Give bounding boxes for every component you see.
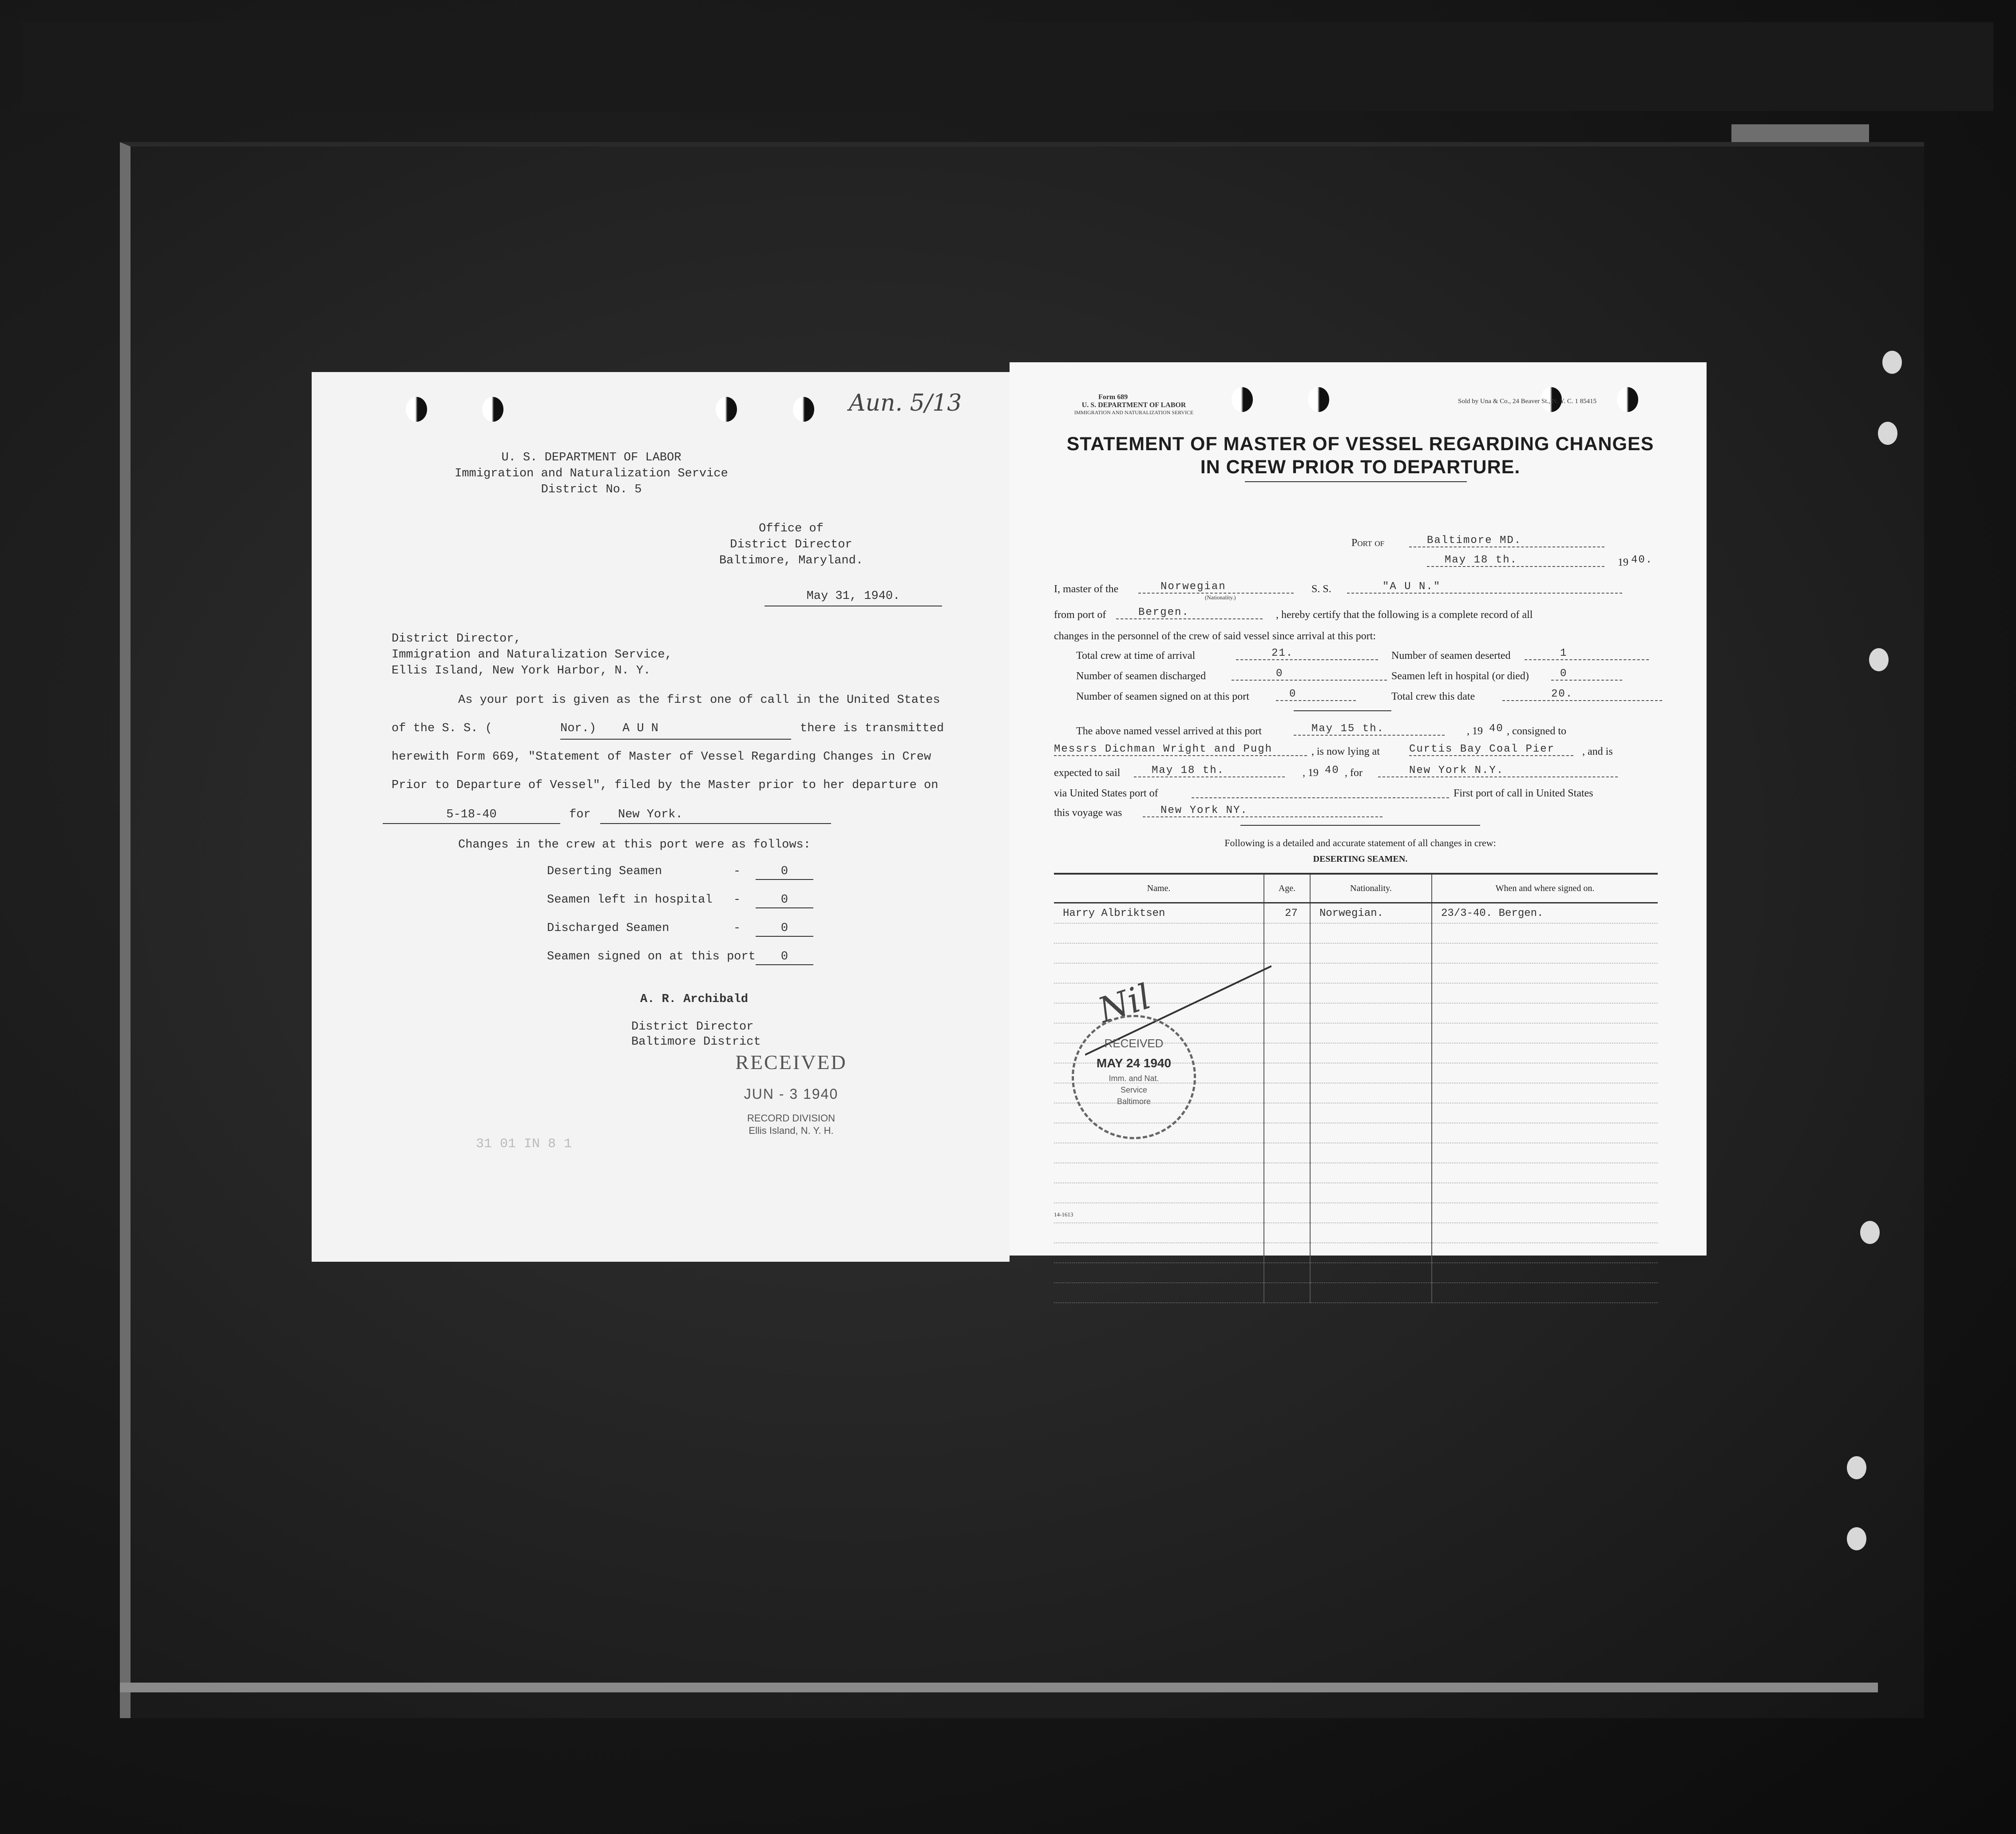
for-label: for <box>569 808 591 821</box>
year-prefix: 19 <box>1618 557 1628 568</box>
changes-label: Deserting Seamen <box>547 865 662 878</box>
expected-sail-date: May 18 th. <box>1134 764 1285 777</box>
next-port: New York N.Y. <box>1378 764 1618 777</box>
form-service: IMMIGRATION AND NATURALIZATION SERVICE <box>1074 409 1194 416</box>
arrived-year-prefix: , 19 <box>1467 725 1483 737</box>
table-cell <box>1432 923 1658 943</box>
agency-name: U. S. DEPARTMENT OF LABOR <box>501 451 681 464</box>
table-cell <box>1310 1123 1432 1143</box>
printer-line: Sold by Una & Co., 24 Beaver St., N. Y. C. 1 85415 <box>1458 398 1597 405</box>
letter-date: May 31, 1940. <box>764 590 942 606</box>
received-stamp-date: JUN - 3 1940 <box>744 1086 839 1102</box>
transmittal-letter <box>312 372 1010 1262</box>
folder-punch-hole <box>1847 1456 1866 1479</box>
changes-label: Seamen signed on at this port <box>547 950 756 963</box>
changes-row <box>547 893 867 922</box>
section-title: DESERTING SEAMEN. <box>1313 854 1408 864</box>
column-header: Age. <box>1264 874 1310 903</box>
seal-line: Service <box>1120 1085 1148 1094</box>
folder-punch-hole <box>1860 1221 1880 1244</box>
body-line: herewith Form 669, "Statement of Master of Vessel Regarding Changes in Crew <box>392 750 931 764</box>
table-cell <box>1432 1283 1658 1303</box>
folder-punch-hole <box>1878 422 1897 445</box>
column-header: Name. <box>1054 874 1264 903</box>
total-arrival-value: 21. <box>1236 647 1378 660</box>
table-cell <box>1264 1123 1310 1143</box>
total-date-label: Total crew this date <box>1391 691 1475 702</box>
table-cell <box>1054 1223 1264 1243</box>
statement-date: May 18 th. <box>1427 554 1604 567</box>
table-cell <box>1264 1203 1310 1223</box>
changes-row <box>547 865 867 893</box>
seal-date: MAY 24 1940 <box>1096 1056 1172 1070</box>
table-cell <box>1432 1103 1658 1123</box>
arrived-label: The above named vessel arrived at this port <box>1076 725 1262 737</box>
folder-punch-hole <box>1882 351 1902 374</box>
table-cell <box>1310 963 1432 983</box>
changes-dash: - <box>733 865 741 878</box>
changes-row <box>547 922 867 950</box>
table-cell <box>1432 1243 1658 1263</box>
nil-handwritten-mark: Nil <box>1093 976 1156 1031</box>
column-header: Nationality. <box>1310 874 1432 903</box>
changes-list <box>547 865 867 978</box>
arrived-year-value: 40 <box>1489 723 1504 735</box>
changes-text: changes in the personnel of the crew of said vessel since arrival at this port: <box>1054 630 1376 642</box>
table-cell <box>1432 963 1658 983</box>
table-cell <box>1310 1083 1432 1103</box>
agency-district: District No. 5 <box>541 483 642 496</box>
discharged-value: 0 <box>1232 668 1387 681</box>
table-cell <box>1310 983 1432 1003</box>
table-cell <box>1264 1163 1310 1183</box>
table-cell <box>1310 1063 1432 1083</box>
faint-stamp: 31 01 IN 8 1 <box>476 1137 572 1152</box>
table-cell <box>1264 1283 1310 1303</box>
nationality-caption: (Nationality.) <box>1205 594 1236 601</box>
office-line: Office of <box>759 522 824 535</box>
table-cell <box>1264 1143 1310 1163</box>
first-port-label: First port of call in United States <box>1454 788 1593 799</box>
handwritten-file-mark: Aun. 5/13 <box>849 390 962 416</box>
seal-line: Imm. and Nat. <box>1109 1074 1159 1083</box>
recipient-line: Immigration and Naturalization Service, <box>392 648 672 662</box>
received-stamp-place: Ellis Island, N. Y. H. <box>749 1125 834 1136</box>
table-cell <box>1264 943 1310 963</box>
table-row <box>1054 1243 1658 1263</box>
master-label: I, master of the <box>1054 583 1119 595</box>
vessel-name: "A U N." <box>1347 581 1622 594</box>
table-cell <box>1054 1183 1264 1203</box>
seal-received: RECEIVED <box>1104 1037 1164 1050</box>
changes-label: Discharged Seamen <box>547 922 669 935</box>
arrived-value: May 15 th. <box>1294 723 1445 736</box>
lying-label: , is now lying at <box>1311 746 1380 757</box>
body-line: Prior to Departure of Vessel", filed by the Master prior to her departure on <box>392 779 939 792</box>
folder-bottom-edge <box>120 1683 1878 1692</box>
via-blank <box>1192 797 1449 798</box>
form-title: STATEMENT OF MASTER OF VESSEL REGARDING CHANGES <box>1066 433 1654 455</box>
recipient-address: Ellis Island, New York Harbor, N. Y. <box>392 664 651 677</box>
signed-on-value: 0 <box>1276 688 1356 701</box>
from-port-label: from port of <box>1054 609 1106 621</box>
hospital-value: 0 <box>1551 668 1622 681</box>
voyage-rule <box>1240 825 1480 826</box>
table-cell <box>1310 1243 1432 1263</box>
table-cell <box>1264 923 1310 943</box>
body-ss-prefix: of the S. S. ( <box>392 722 492 735</box>
table-cell <box>1310 1283 1432 1303</box>
expected-label: expected to sail <box>1054 767 1121 779</box>
changes-intro: Changes in the crew at this port were as follows: <box>458 838 811 852</box>
table-cell <box>1432 943 1658 963</box>
certify-text: , hereby certify that the following is a complete record of all <box>1276 609 1533 621</box>
lying-location: Curtis Bay Coal Pier <box>1409 743 1573 756</box>
changes-row <box>547 950 867 978</box>
table-row <box>1054 1183 1658 1203</box>
changes-dash: - <box>733 893 741 907</box>
form-code: 14-1613 <box>1054 1211 1073 1218</box>
table-cell <box>1310 1183 1432 1203</box>
seal-line: Baltimore <box>1117 1097 1151 1106</box>
signer-district: Baltimore District <box>631 1035 761 1049</box>
table-cell <box>1432 1003 1658 1023</box>
hospital-label: Seamen left in hospital (or died) <box>1391 670 1529 682</box>
table-cell <box>1432 1163 1658 1183</box>
table-cell <box>1310 923 1432 943</box>
table-cell <box>1310 1263 1432 1283</box>
title-rule <box>1245 481 1467 482</box>
received-seal <box>1072 1015 1196 1139</box>
voyage-label: this voyage was <box>1054 807 1122 819</box>
vessel-nationality: Norwegian <box>1138 581 1294 594</box>
deserted-label: Number of seamen deserted <box>1391 650 1511 662</box>
table-cell <box>1054 1163 1264 1183</box>
table-cell <box>1264 1263 1310 1283</box>
table-cell <box>1264 1103 1310 1123</box>
table-cell <box>1432 1083 1658 1103</box>
from-port-value: Bergen. <box>1116 606 1263 619</box>
total-arrival-label: Total crew at time of arrival <box>1076 650 1196 662</box>
signer-title: District Director <box>631 1020 754 1034</box>
changes-value: 0 <box>756 950 813 965</box>
table-cell <box>1432 1263 1658 1283</box>
total-rule <box>1294 710 1391 711</box>
ss-label: S. S. <box>1311 583 1331 595</box>
scan-top-band <box>22 22 1993 111</box>
table-row <box>1054 1203 1658 1223</box>
table-cell <box>1310 1003 1432 1023</box>
sheet-punch-hole <box>406 397 427 422</box>
for-label: , for <box>1345 767 1362 779</box>
form-dept: U. S. DEPARTMENT OF LABOR <box>1081 401 1186 409</box>
vessel-name: A U N <box>622 722 659 735</box>
table-cell <box>1432 1223 1658 1243</box>
recipient-line: District Director, <box>392 632 521 646</box>
table-cell <box>1264 1223 1310 1243</box>
body-paragraph: As your port is given as the first one of call in the United States <box>458 693 940 707</box>
table-row <box>1054 1283 1658 1303</box>
consignee: Messrs Dichman Wright and Pugh <box>1054 743 1307 756</box>
table-cell <box>1054 943 1264 963</box>
changes-value: 0 <box>756 893 813 908</box>
table-cell <box>1432 1063 1658 1083</box>
table-row <box>1054 903 1658 923</box>
table-cell <box>1432 1203 1658 1223</box>
changes-label: Seamen left in hospital <box>547 893 713 907</box>
table-cell <box>1054 1283 1264 1303</box>
table-cell <box>1310 1223 1432 1243</box>
form-title-line2: IN CREW PRIOR TO DEPARTURE. <box>1200 456 1521 478</box>
table-cell <box>1310 943 1432 963</box>
body-ss-suffix: there is transmitted <box>800 722 944 735</box>
expected-year-value: 40 <box>1325 764 1339 776</box>
table-cell <box>1264 1183 1310 1203</box>
table-header-row <box>1054 874 1658 903</box>
via-label: via United States port of <box>1054 788 1158 799</box>
table-cell <box>1310 1143 1432 1163</box>
total-date-value: 20. <box>1502 688 1662 701</box>
expected-year-prefix: , 19 <box>1303 767 1319 779</box>
sheet-punch-hole <box>716 397 737 422</box>
consigned-label: , consigned to <box>1507 725 1566 737</box>
table-cell: 27 <box>1264 903 1310 923</box>
table-row <box>1054 1263 1658 1283</box>
destination: New York. <box>600 808 831 824</box>
table-cell <box>1432 1123 1658 1143</box>
table-row <box>1054 1143 1658 1163</box>
table-row <box>1054 943 1658 963</box>
table-cell <box>1264 1083 1310 1103</box>
table-cell <box>1432 1043 1658 1063</box>
following-text: Following is a detailed and accurate statement of all changes in crew: <box>1224 837 1496 848</box>
table-cell: Harry Albriktsen <box>1054 903 1264 923</box>
office-line: District Director <box>730 538 852 551</box>
sheet-punch-hole <box>482 397 503 422</box>
changes-value: 0 <box>756 922 813 937</box>
changes-value: 0 <box>756 865 813 880</box>
table-cell <box>1310 1163 1432 1183</box>
and-is-text: , and is <box>1582 746 1613 757</box>
agency-service: Immigration and Naturalization Service <box>455 467 728 480</box>
table-row <box>1054 923 1658 943</box>
form-689-statement <box>1010 362 1707 1256</box>
table-cell <box>1054 1243 1264 1263</box>
folder-punch-hole <box>1847 1527 1866 1550</box>
table-cell: 23/3-40. Bergen. <box>1432 903 1658 923</box>
table-cell <box>1310 1023 1432 1043</box>
port-label: Port of <box>1351 537 1385 549</box>
table-cell <box>1054 923 1264 943</box>
table-cell <box>1264 1063 1310 1083</box>
office-location: Baltimore, Maryland. <box>719 554 863 567</box>
table-cell <box>1310 1103 1432 1123</box>
signed-on-label: Number of seamen signed on at this port <box>1076 691 1249 702</box>
table-cell <box>1432 983 1658 1003</box>
year-value: 40. <box>1631 554 1653 566</box>
vessel-nationality: Nor.) <box>560 722 597 735</box>
signer-name: A. R. Archibald <box>640 993 749 1006</box>
port-value: Baltimore MD. <box>1409 535 1604 547</box>
departure-date: 5-18-40 <box>383 808 560 824</box>
table-cell <box>1310 1203 1432 1223</box>
sheet-punch-hole <box>1308 387 1329 412</box>
discharged-label: Number of seamen discharged <box>1076 670 1206 682</box>
table-cell <box>1432 1143 1658 1163</box>
changes-dash: - <box>733 922 741 935</box>
table-row <box>1054 1163 1658 1183</box>
table-cell <box>1054 1203 1264 1223</box>
sheet-punch-hole <box>793 397 814 422</box>
folder-punch-hole <box>1869 648 1889 671</box>
table-cell <box>1054 1263 1264 1283</box>
received-stamp: RECEIVED <box>735 1051 847 1073</box>
table-cell <box>1432 1023 1658 1043</box>
table-row <box>1054 1223 1658 1243</box>
sheet-punch-hole <box>1617 387 1638 412</box>
table-cell: Norwegian. <box>1310 903 1432 923</box>
table-cell <box>1264 1243 1310 1263</box>
received-stamp-division: RECORD DIVISION <box>747 1113 836 1124</box>
column-header: When and where signed on. <box>1432 874 1658 903</box>
sheet-punch-hole <box>1232 387 1253 412</box>
voyage-port: New York NY. <box>1143 804 1382 817</box>
deserted-value: 1 <box>1525 647 1649 660</box>
table-cell <box>1310 1043 1432 1063</box>
table-cell <box>1432 1183 1658 1203</box>
form-number: Form 689 <box>1098 393 1128 401</box>
underline <box>560 739 791 740</box>
table-cell <box>1054 1143 1264 1163</box>
